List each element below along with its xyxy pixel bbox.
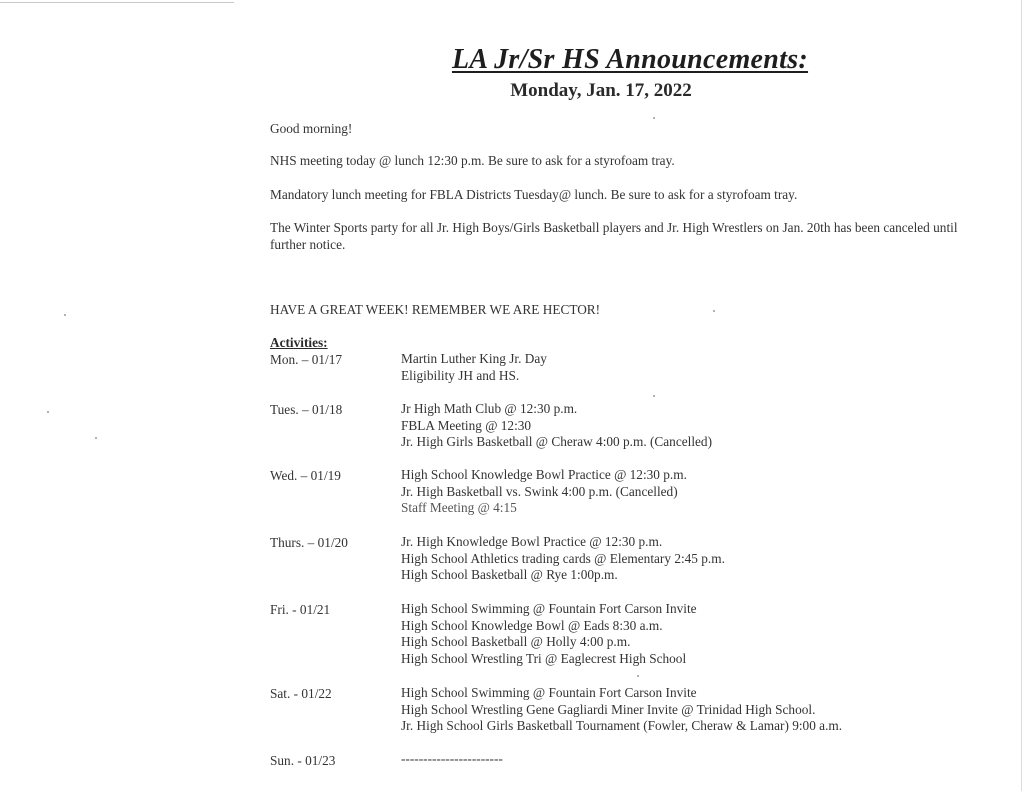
activity-day: Tues. – 01/18 xyxy=(270,402,343,417)
greeting: Good morning! xyxy=(270,121,353,136)
scan-speck xyxy=(47,411,49,413)
announcement-date: Monday, Jan. 17, 2022 xyxy=(510,80,692,101)
activity-events xyxy=(401,467,1001,517)
activity-event: High School Basketball @ Rye 1:00p.m. xyxy=(401,567,618,583)
activity-event: Jr High Math Club @ 12:30 p.m. xyxy=(401,401,578,416)
activity-event: FBLA Meeting @ 12:30 xyxy=(401,417,532,433)
scan-speck xyxy=(95,437,97,439)
activity-events xyxy=(401,751,1001,768)
closing-message: HAVE A GREAT WEEK! REMEMBER WE ARE HECTOR! xyxy=(270,302,601,317)
activity-day: Sun. - 01/23 xyxy=(270,753,336,768)
activity-event: Martin Luther King Jr. Day xyxy=(401,351,547,366)
activity-events xyxy=(401,601,1001,668)
scan-speck xyxy=(637,675,639,677)
activity-day: Wed. – 01/19 xyxy=(270,468,341,483)
activity-event: Staff Meeting @ 4:15 xyxy=(401,500,517,516)
activity-event: High School Knowledge Bowl @ Eads 8:30 a.m. xyxy=(401,617,663,633)
activity-event: Jr. High Basketball vs. Swink 4:00 p.m. (Cancelled) xyxy=(401,483,678,499)
announcement-item: Mandatory lunch meeting for FBLA Districts Tuesday@ lunch. Be sure to ask for a styrofoam tray. xyxy=(270,187,798,202)
activity-event: High School Swimming @ Fountain Fort Carson Invite xyxy=(401,685,697,700)
activity-event: High School Knowledge Bowl Practice @ 12:30 p.m. xyxy=(401,467,687,482)
announcement-item: The Winter Sports party for all Jr. High Boys/Girls Basketball players and Jr. High Wrestlers on Jan. 20th has been canceled until further notice. xyxy=(270,220,958,252)
announcement-item: NHS meeting today @ lunch 12:30 p.m. Be sure to ask for a styrofoam tray. xyxy=(270,153,675,168)
activity-events xyxy=(401,351,1001,384)
scan-edge-line xyxy=(1021,0,1022,791)
activity-event: Jr. High Girls Basketball @ Cheraw 4:00 p.m. (Cancelled) xyxy=(401,434,712,450)
activity-events xyxy=(401,401,1001,451)
activity-event: High School Wrestling Gene Gagliardi Miner Invite @ Trinidad High School. xyxy=(401,701,816,717)
activity-events xyxy=(401,534,1001,584)
scan-edge-line xyxy=(0,2,234,3)
scan-speck xyxy=(64,314,66,316)
activity-event: High School Swimming @ Fountain Fort Carson Invite xyxy=(401,601,697,616)
activity-day: Mon. – 01/17 xyxy=(270,352,343,367)
activity-event: Jr. High School Girls Basketball Tournament (Fowler, Cheraw & Lamar) 9:00 a.m. xyxy=(401,718,843,734)
scan-speck xyxy=(653,395,655,397)
activity-event: ----------------------- xyxy=(401,751,503,766)
page-title: LA Jr/Sr HS Announcements: xyxy=(451,44,809,75)
activity-day: Sat. - 01/22 xyxy=(270,686,332,701)
activity-day: Thurs. – 01/20 xyxy=(270,535,348,550)
activity-event: High School Athletics trading cards @ Elementary 2:45 p.m. xyxy=(401,550,725,566)
scan-speck xyxy=(653,117,655,119)
activity-event: Eligibility JH and HS. xyxy=(401,367,520,383)
activity-events xyxy=(401,685,1001,735)
activity-event: High School Basketball @ Holly 4:00 p.m. xyxy=(401,634,631,650)
activity-event: Jr. High Knowledge Bowl Practice @ 12:30 p.m. xyxy=(401,534,663,549)
activity-day: Fri. - 01/21 xyxy=(270,602,331,617)
activities-heading: Activities: xyxy=(270,335,328,350)
scan-speck xyxy=(713,310,715,312)
activity-event: High School Wrestling Tri @ Eaglecrest High School xyxy=(401,651,687,667)
